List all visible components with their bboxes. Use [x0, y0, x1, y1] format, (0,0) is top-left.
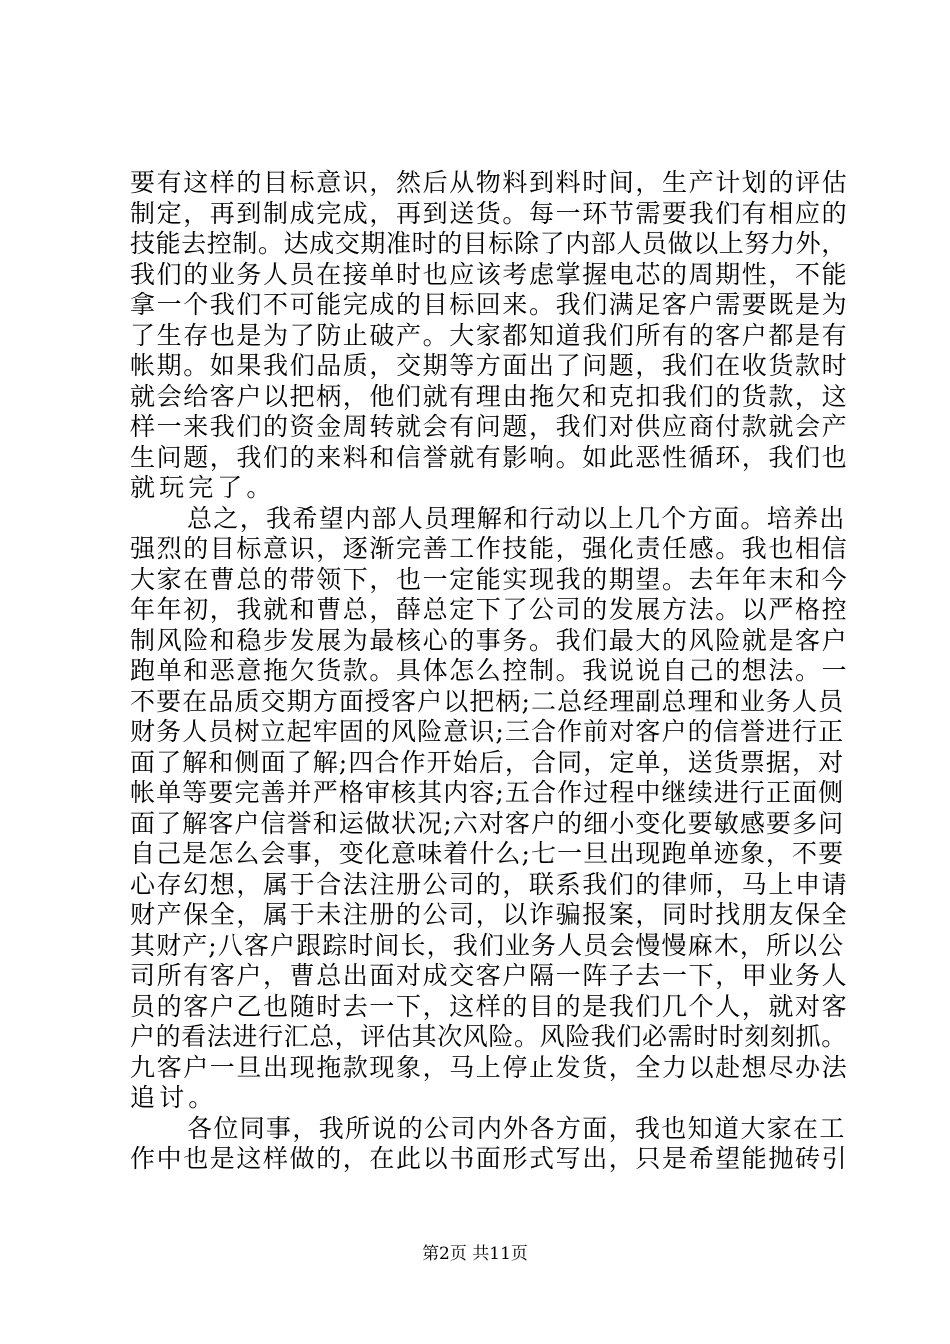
text-line: 自己是怎么会事，变化意味着什么;七一旦出现跑单迹象，不要: [130, 839, 845, 868]
text-line: 面了解和侧面了解;四合作开始后，合同，定单，送货票据，对: [130, 747, 845, 777]
text-line: 要有这样的目标意识，然后从物料到料时间，生产计划的评估: [130, 168, 849, 197]
text-line: 面了解客户信誉和运做状况;六对客户的细小变化要敏感要多问: [130, 808, 845, 838]
text-line: 样一来我们的资金周转就会有问题，我们对供应商付款就会产: [130, 412, 849, 441]
text-line: 帐期。如果我们品质，交期等方面出了问题，我们在收货款时: [130, 351, 849, 380]
text-line: 其财产;八客户跟踪时间长，我们业务人员会慢慢麻木，所以公: [130, 930, 845, 960]
text-line: 财产保全，属于未注册的公司，以诈骗报案，同时找朋友保全: [130, 900, 849, 929]
text-line: 制定，再到制成完成，再到送货。每一环节需要我们有相应的: [130, 198, 849, 228]
text-line: 就会给客户以把柄，他们就有理由拖欠和克扣我们的货款，这: [130, 381, 849, 411]
text-line: 员的客户乙也随时去一下，这样的目的是我们几个人，就对客: [130, 991, 849, 1021]
text-line: 制风险和稳步发展为最核心的事务。我们最大的风险就是客户: [130, 625, 849, 655]
text-line: 技能去控制。达成交期准时的目标除了内部人员做以上努力外，: [130, 229, 847, 258]
text-line: 不要在品质交期方面授客户以把柄;二总经理副总理和业务人员: [130, 686, 845, 716]
text-line: 我们的业务人员在接单时也应该考虑掌握电芯的周期性，不能: [130, 259, 849, 289]
text-line: 就玩完了。: [130, 473, 276, 502]
text-line: 了生存也是为了防止破产。大家都知道我们所有的客户都是有: [130, 320, 849, 350]
text-line: 拿一个我们不可能完成的目标回来。我们满足客户需要既是为: [130, 290, 849, 319]
text-line: 总之，我希望内部人员理解和行动以上几个方面。培养出: [187, 503, 846, 533]
text-line: 大家在曹总的带领下，也一定能实现我的期望。去年年末和今: [130, 564, 849, 594]
body-text: [130, 168, 850, 1175]
text-line: 生问题，我们的来料和信誉就有影响。如此恶性循环，我们也: [130, 442, 849, 472]
text-line: 心存幻想，属于合法注册公司的，联系我们的律师，马上申请: [130, 869, 849, 899]
text-line: 跑单和恶意拖欠货款。具体怎么控制。我说说自己的想法。一: [130, 656, 849, 685]
text-line: 九客户一旦出现拖款现象，马上停止发货，全力以赴想尽办法: [130, 1052, 849, 1082]
page-footer: 第2页 共11页: [422, 1244, 528, 1264]
text-line: 强烈的目标意识，逐渐完善工作技能，强化责任感。我也相信: [130, 534, 849, 563]
text-line: 年年初，我就和曹总，薛总定下了公司的发展方法。以严格控: [130, 595, 849, 624]
text-line: 帐单等要完善并严格审核其内容;五合作过程中继续进行正面侧: [130, 778, 845, 807]
text-line: 追讨。: [130, 1083, 218, 1112]
text-line: 户的看法进行汇总，评估其次风险。风险我们必需时时刻刻抓。: [130, 1022, 847, 1051]
text-line: 财务人员树立起牢固的风险意识;三合作前对客户的信誉进行正: [130, 717, 845, 746]
text-line: 作中也是这样做的，在此以书面形式写出，只是希望能抛砖引: [130, 1144, 849, 1173]
text-line: 各位同事，我所说的公司内外各方面，我也知道大家在工: [187, 1113, 846, 1143]
text-line: 司所有客户，曹总出面对成交客户隔一阵子去一下，甲业务人: [130, 961, 849, 990]
